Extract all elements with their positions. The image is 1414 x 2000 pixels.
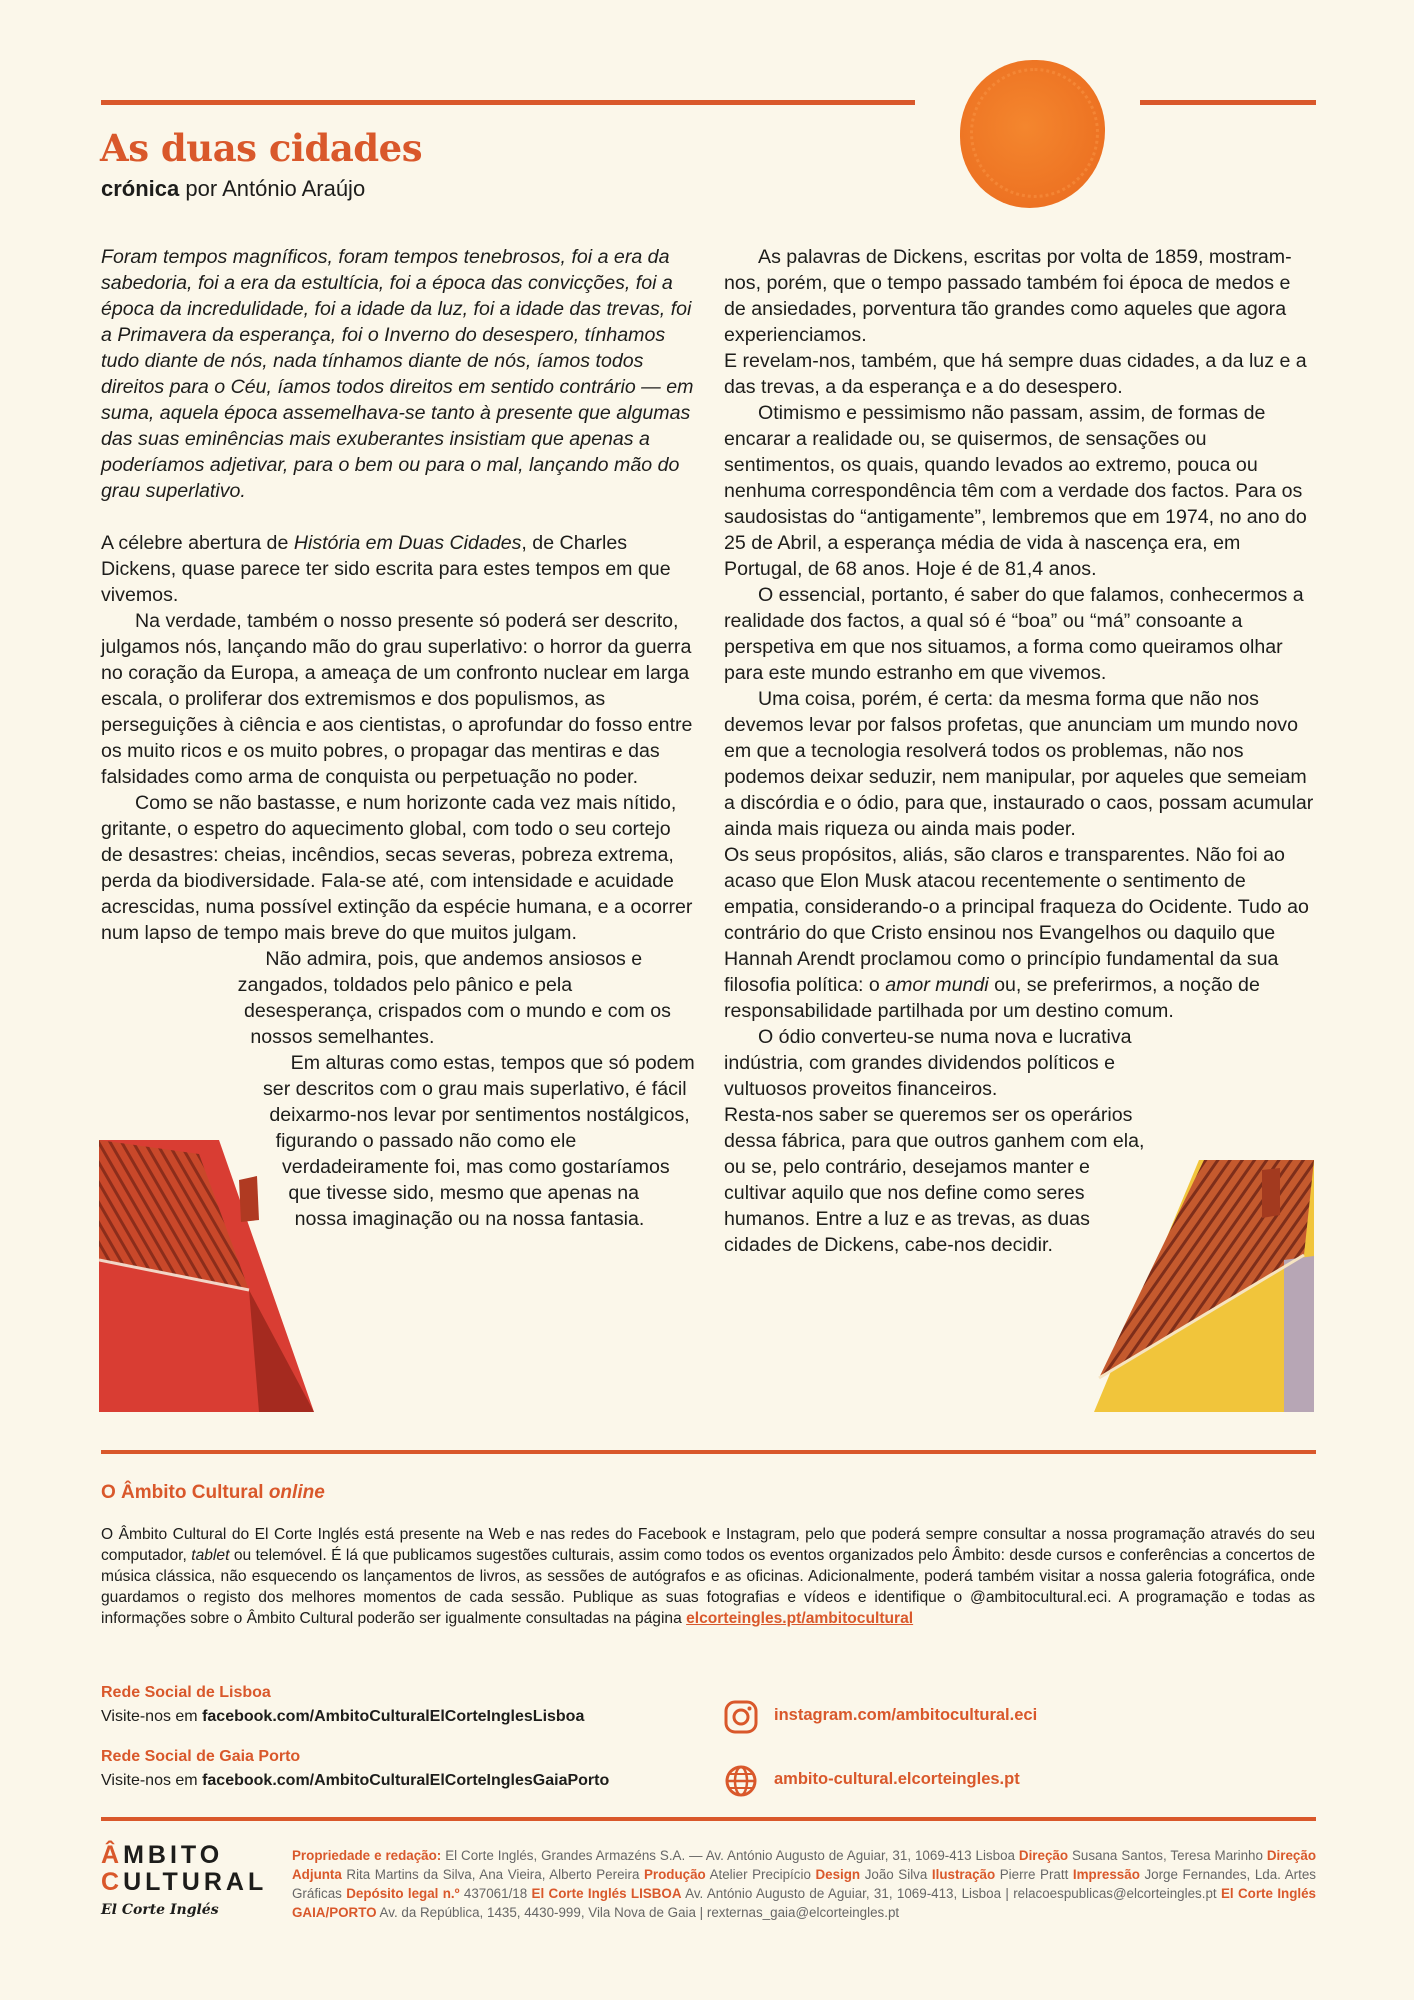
credit-value: El Corte Inglés, Grandes Armazéns S.A. — Av. António Augusto de Aguiar, 31, 1069-413 Lisboa <box>441 1848 1019 1863</box>
credit-label: Design <box>815 1867 861 1882</box>
logo-accent: C <box>101 1868 124 1896</box>
byline-author: por António Araújo <box>179 176 366 201</box>
credit-label: Depósito legal n.º <box>346 1886 460 1901</box>
credit-label: Propriedade e redação: <box>292 1848 442 1863</box>
globe-icon[interactable] <box>724 1764 758 1798</box>
byline <box>101 176 365 202</box>
facebook-porto-link[interactable]: facebook.com/AmbitoCulturalElCorteInglesGaiaPorto <box>202 1772 610 1789</box>
credit-value: Av. António Augusto de Aguiar, 31, 1069-413, Lisboa | relacoespublicas@elcorteingles.pt <box>681 1886 1221 1901</box>
top-rule-right <box>1140 100 1316 105</box>
paragraph-text: , de Charles Dickens, quase parece ter sido escrita para estes tempos em que vivemos. <box>101 532 671 606</box>
instagram-icon[interactable] <box>724 1700 758 1734</box>
logo-accent: Â <box>101 1841 124 1869</box>
credit-label: Direção Adjunta <box>292 1848 1316 1882</box>
credit-label: El Corte Inglés LISBOA <box>531 1886 682 1901</box>
credit-value: Susana Santos, Teresa Marinho <box>1068 1848 1267 1863</box>
top-rule-left <box>101 100 915 105</box>
article-paragraph <box>724 842 1316 1024</box>
article-paragraph: Não admira, pois, que andemos ansiosos e zangados, toldados pelo pânico e pela desesperança, crispados com o mundo e com os nossos semelhantes. <box>237 948 671 1048</box>
el-corte-ingles-logo: El Corte Inglés <box>101 1902 219 1918</box>
social-lisboa-label: Rede Social de Lisboa <box>101 1684 271 1701</box>
article-paragraph: Resta-nos saber se queremos ser os operários dessa fábrica, para que outros ganhem com ela, ou se, pelo contrário, desejamos manter e cultivar aquilo que nos define como seres humanos. Entre a luz e as trevas, as duas cidades de Dickens, cabe-nos decidir. <box>724 1104 1145 1256</box>
credit-label: Direção <box>1018 1848 1069 1863</box>
online-title-text: O Âmbito Cultural <box>101 1482 269 1503</box>
latin-term: amor mundi <box>885 974 989 996</box>
article-paragraph: E revelam-nos, também, que há sempre duas cidades, a da luz e a das trevas, a da esperança e a do desespero. <box>724 350 1307 398</box>
article-paragraph: O ódio converteu-se numa nova e lucrativa indústria, com grandes dividendos políticos e vultuosos proveitos financeiros. <box>724 1026 1132 1100</box>
credit-label: Produção <box>643 1867 706 1882</box>
online-description <box>101 1524 1315 1629</box>
article-paragraph: Como se não bastasse, e num horizonte cada vez mais nítido, gritante, o espetro do aquecimento global, com todo o seu cortejo de desastres: cheias, incêndios, secas severas, pobreza extrema, perda da biodiversidade. Fala-se até, com intensidade e acuidade acrescidas, numa possível extinção da espécie humana, e a ocorrer num lapso de tempo mais breve do que muitos julgam. <box>101 792 693 944</box>
credit-label: Ilustração <box>931 1867 996 1882</box>
article-paragraph: As palavras de Dickens, escritas por volta de 1859, mostram-nos, porém, que o tempo passado também foi época de medos e de ansiedades, porventura tão grandes como aqueles que agora experienciamos. <box>724 246 1292 346</box>
paragraph-text: Os seus propósitos, aliás, são claros e transparentes. Não foi ao acaso que Elon Musk atacou recentemente o sentimento de empatia, considerando-o a principal fraqueza do Ocidente. Tudo ao contrário do que Cristo ensinou nos Evangelhos ou daquilo que Hannah Arendt proclamou como o princípio fundamental da sua filosofia política: o <box>724 844 1309 996</box>
article-paragraph: Uma coisa, porém, é certa: da mesma forma que não nos devemos levar por falsos profetas, que anunciam um mundo novo em que a tecnologia resolverá todos os problemas, não nos podemos deixar seduzir, nem manipular, por aqueles que semeiam a discórdia e o ódio, para que, instaurado o caos, possam acumular ainda mais riqueza ou ainda mais poder. <box>724 688 1314 840</box>
credit-value: Jorge Fernandes, Lda. Artes Gráficas <box>292 1867 1316 1901</box>
social-prefix: Visite-nos em <box>101 1772 203 1789</box>
page-title: As duas cidades <box>100 126 423 170</box>
paragraph-text: ou, se preferirmos, a noção de responsabilidade partilhada por um destino comum. <box>724 974 1260 1022</box>
credit-value: Pierre Pratt <box>995 1867 1073 1882</box>
credit-value: João Silva <box>860 1867 932 1882</box>
article-paragraph: Otimismo e pessimismo não passam, assim, de formas de encarar a realidade ou, se quisermos, de sensações ou sentimentos, os quais, quando levados ao extremo, pouca ou nenhuma correspondência têm com a verdade dos factos. Para os saudosistas do “antigamente”, lembremos que em 1974, no ano do 25 de Abril, a esperança média de vida à nascença era, em Portugal, de 68 anos. Hoje é de 81,4 anos. <box>724 402 1307 580</box>
instagram-link[interactable]: instagram.com/ambitocultural.eci <box>774 1706 1038 1724</box>
article-paragraph: Em alturas como estas, tempos que só podem ser descritos com o grau mais superlativo, é fácil deixarmo-nos levar por sentimentos nostálgicos, figurando o passado não como ele verdadeiramente foi, mas como gostaríamos que tivesse sido, mesmo que apenas na nossa imaginação ou na nossa fantasia. <box>263 1052 695 1230</box>
credit-value: Av. da República, 1435, 4430-999, Vila Nova de Gaia | rexternas_gaia@elcorteingles.pt <box>376 1905 900 1920</box>
house-illustration-left <box>99 1140 314 1412</box>
social-prefix: Visite-nos em <box>101 1708 203 1725</box>
credits-text <box>292 1846 1316 1922</box>
logo-text: ULTURAL <box>123 1868 268 1896</box>
byline-kicker: crónica <box>101 176 180 201</box>
social-porto-line <box>101 1772 609 1790</box>
logo-line-2 <box>101 1869 281 1896</box>
footer-rule <box>101 1817 1316 1821</box>
article-column-right <box>724 244 1316 1286</box>
paragraph-text: A célebre abertura de <box>101 532 294 554</box>
online-section-title <box>101 1482 325 1504</box>
credit-value: 437061/18 <box>459 1886 532 1901</box>
social-porto-label: Rede Social de Gaia Porto <box>101 1748 301 1765</box>
sun-illustration <box>960 60 1105 208</box>
logo-line-1 <box>101 1842 281 1869</box>
ambito-cultural-logo <box>101 1842 281 1918</box>
article-paragraph: O essencial, portanto, é saber do que falamos, conhecermos a realidade dos factos, a qual só é “boa” ou “má” consoante a perspetiva em que nos situamos, a forma como queiramos olhar para este mundo estranho em que vivemos. <box>724 584 1304 684</box>
online-title-emphasis: online <box>268 1482 325 1503</box>
section-rule <box>101 1450 1316 1454</box>
credit-label: El Corte Inglés GAIA/PORTO <box>292 1886 1317 1920</box>
dickens-quote: Foram tempos magníficos, foram tempos tenebrosos, foi a era da sabedoria, foi a era da estultícia, foi a época das convicções, foi a época da incredulidade, foi a idade da luz, foi a idade das trevas, foi a Primavera da esperança, foi o Inverno do desespero, tínhamos tudo diante de nós, nada tínhamos diante de nós, íamos todos direitos para o Céu, íamos todos direitos em sentido contrário — em suma, aquela época assemelhava-se tanto à presente que algumas das suas eminências mais exuberantes insistiam que apenas a poderíamos adjetivar, para o bem ou para o mal, lançando mão do grau superlativo. <box>101 246 694 502</box>
credit-label: Impressão <box>1072 1867 1140 1882</box>
website-link[interactable]: ambito-cultural.elcorteingles.pt <box>774 1770 1020 1788</box>
credit-value: Atelier Precipício <box>705 1867 816 1882</box>
article-paragraph <box>101 530 695 608</box>
article-column-left <box>101 244 695 1258</box>
book-title: História em Duas Cidades <box>293 532 522 554</box>
online-text: ou telemóvel. É lá que publicamos sugestões culturais, assim como todos os eventos organizados pelo Âmbito: desde cursos e conferências a concertos de música clássica, não esquecendo os lançamentos de livros, as sessões de autógrafos e as oficinas. Adicionalmente, poderá também visitar a nossa galeria fotográfica, onde guardamos o registo dos melhores momentos de cada sessão. Publique as suas fotografias e vídeos e identifique o @ambitocultural.eci. A programação e todas as informações sobre o Âmbito Cultural poderão ser igualmente consultadas na página <box>101 1547 1315 1627</box>
social-lisboa-line <box>101 1708 584 1726</box>
online-text: O Âmbito Cultural do El Corte Inglés está presente na Web e nas redes do Facebook e Instagram, pelo que poderá sempre consultar a nossa programação através do seu computador, <box>101 1526 1315 1564</box>
logo-text: MBITO <box>123 1841 224 1869</box>
article-paragraph: Na verdade, também o nosso presente só poderá ser descrito, julgamos nós, lançando mão do grau superlativo: o horror da guerra no coração da Europa, a ameaça de um confronto nuclear em larga escala, o proliferar dos extremismos e dos populismos, as perseguições à ciência e aos cientistas, o aprofundar do fosso entre os muito ricos e os muito pobres, o propagar das mentiras e das falsidades como arma de conquista ou perpetuação no poder. <box>101 610 693 788</box>
house-illustration-right <box>1094 1160 1314 1412</box>
ambito-website-link[interactable]: elcorteingles.pt/ambitocultural <box>686 1610 914 1627</box>
online-text-italic: tablet <box>191 1547 230 1564</box>
credit-value: Rita Martins da Silva, Ana Vieira, Alberto Pereira <box>341 1867 644 1882</box>
facebook-lisboa-link[interactable]: facebook.com/AmbitoCulturalElCorteInglesLisboa <box>202 1708 585 1725</box>
